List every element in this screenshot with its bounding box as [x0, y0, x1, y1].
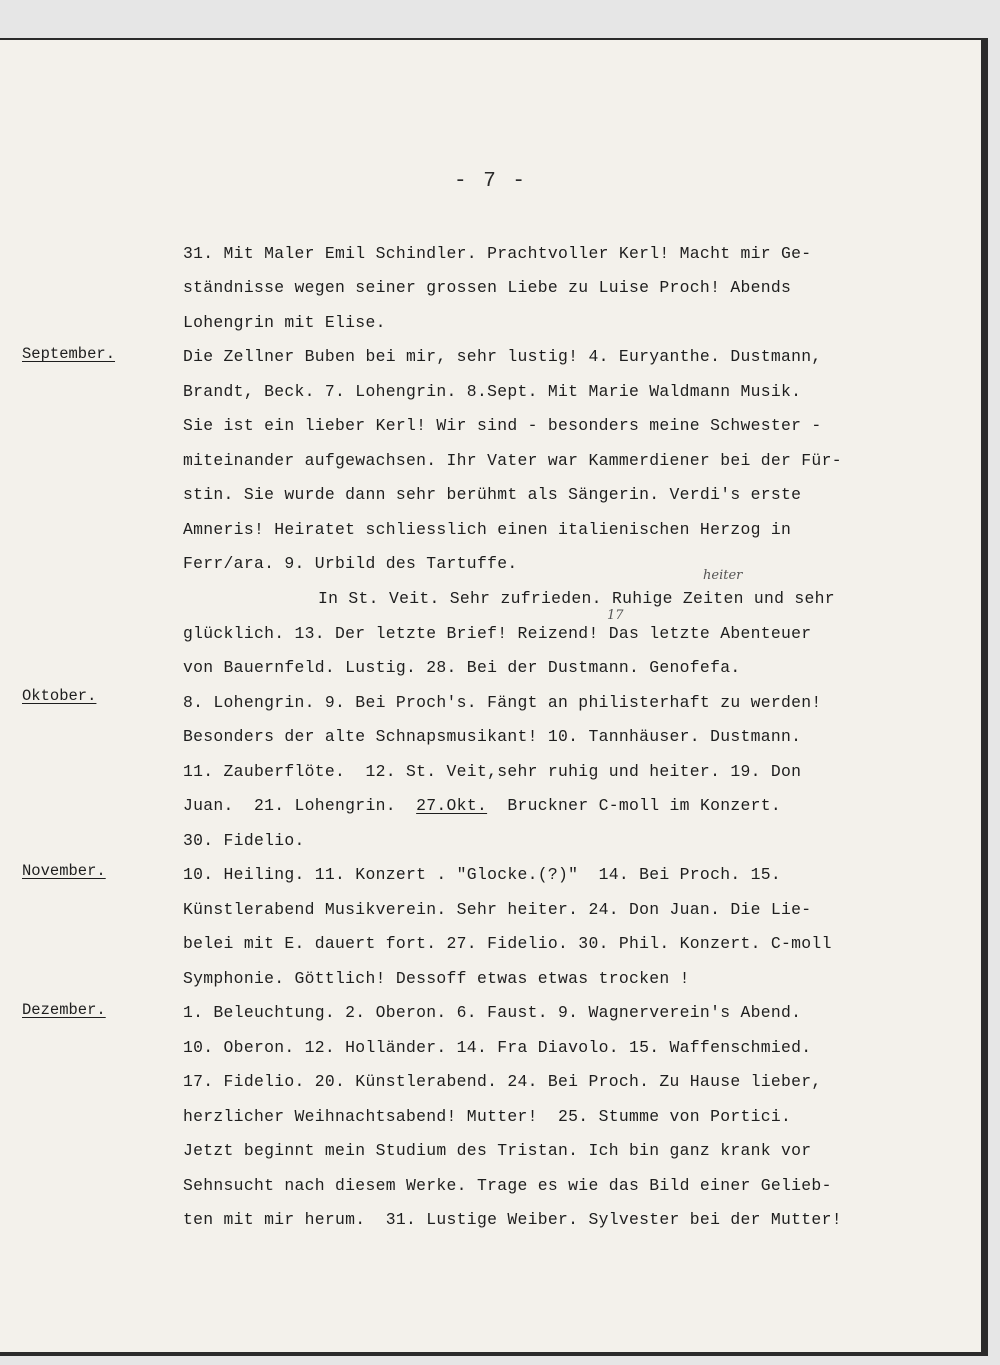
- text-segment: Juan. 21. Lohengrin.: [183, 796, 417, 815]
- text-line: 30. Fidelio.: [183, 831, 305, 850]
- text-line: von Bauernfeld. Lustig. 28. Bei der Dustmann. Genofefa.: [183, 658, 741, 677]
- text-line: miteinander aufgewachsen. Ihr Vater war Kammerdiener bei der Für-: [183, 451, 842, 470]
- text-line: 8. Lohengrin. 9. Bei Proch's. Fängt an philisterhaft zu werden!: [183, 693, 822, 712]
- text-line: 31. Mit Maler Emil Schindler. Prachtvoller Kerl! Macht mir Ge-: [183, 244, 812, 263]
- document-page: [0, 40, 981, 1352]
- text-line: Jetzt beginnt mein Studium des Tristan. Ich bin ganz krank vor: [183, 1141, 812, 1160]
- margin-label-september: September.: [22, 345, 116, 363]
- text-line: Besonders der alte Schnapsmusikant! 10. Tannhäuser. Dustmann.: [183, 727, 802, 746]
- text-line: 10. Heiling. 11. Konzert . "Glocke.(?)" 14. Bei Proch. 15.: [183, 865, 782, 884]
- text-line: belei mit E. dauert fort. 27. Fidelio. 30. Phil. Konzert. C-moll: [183, 934, 832, 953]
- text-line: Sehnsucht nach diesem Werke. Trage es wie das Bild einer Gelieb-: [183, 1176, 832, 1195]
- handwritten-annotation-heiter: heiter: [703, 568, 743, 583]
- text-segment: Bruckner C-moll im Konzert.: [487, 796, 782, 815]
- handwritten-annotation-17: 17: [607, 608, 624, 623]
- text-line-bruckner: [183, 798, 781, 814]
- text-line: Brandt, Beck. 7. Lohengrin. 8.Sept. Mit Marie Waldmann Musik.: [183, 382, 802, 401]
- margin-label-oktober: Oktober.: [22, 687, 97, 705]
- text-line: In St. Veit. Sehr zufrieden. Ruhige Zeiten und sehr: [318, 589, 835, 608]
- text-line: ständnisse wegen seiner grossen Liebe zu Luise Proch! Abends: [183, 278, 792, 297]
- text-line: Die Zellner Buben bei mir, sehr lustig! 4. Euryanthe. Dustmann,: [183, 347, 822, 366]
- text-line: 11. Zauberflöte. 12. St. Veit,sehr ruhig und heiter. 19. Don: [183, 762, 802, 781]
- text-line: Künstlerabend Musikverein. Sehr heiter. 24. Don Juan. Die Lie-: [183, 900, 812, 919]
- margin-label-dezember: Dezember.: [22, 1001, 106, 1019]
- text-line: glücklich. 13. Der letzte Brief! Reizend! Das letzte Abenteuer: [183, 624, 812, 643]
- text-line: stin. Sie wurde dann sehr berühmt als Sängerin. Verdi's erste: [183, 485, 802, 504]
- underlined-date: 27.Okt.: [416, 796, 488, 815]
- text-line: Symphonie. Göttlich! Dessoff etwas etwas trocken !: [183, 969, 690, 988]
- page-number: - 7 -: [453, 170, 527, 193]
- margin-label-november: November.: [22, 862, 106, 880]
- text-line: ten mit mir herum. 31. Lustige Weiber. Sylvester bei der Mutter!: [183, 1210, 842, 1229]
- text-line: 10. Oberon. 12. Holländer. 14. Fra Diavolo. 15. Waffenschmied.: [183, 1038, 812, 1057]
- text-line: 1. Beleuchtung. 2. Oberon. 6. Faust. 9. Wagnerverein's Abend.: [183, 1003, 802, 1022]
- text-line: Sie ist ein lieber Kerl! Wir sind - besonders meine Schwester -: [183, 416, 822, 435]
- text-line: 17. Fidelio. 20. Künstlerabend. 24. Bei Proch. Zu Hause lieber,: [183, 1072, 822, 1091]
- text-line: herzlicher Weihnachtsabend! Mutter! 25. Stumme von Portici.: [183, 1107, 792, 1126]
- text-line: Amneris! Heiratet schliesslich einen italienischen Herzog in: [183, 520, 792, 539]
- text-line: Ferr/ara. 9. Urbild des Tartuffe.: [183, 554, 518, 573]
- text-line: Lohengrin mit Elise.: [183, 313, 386, 332]
